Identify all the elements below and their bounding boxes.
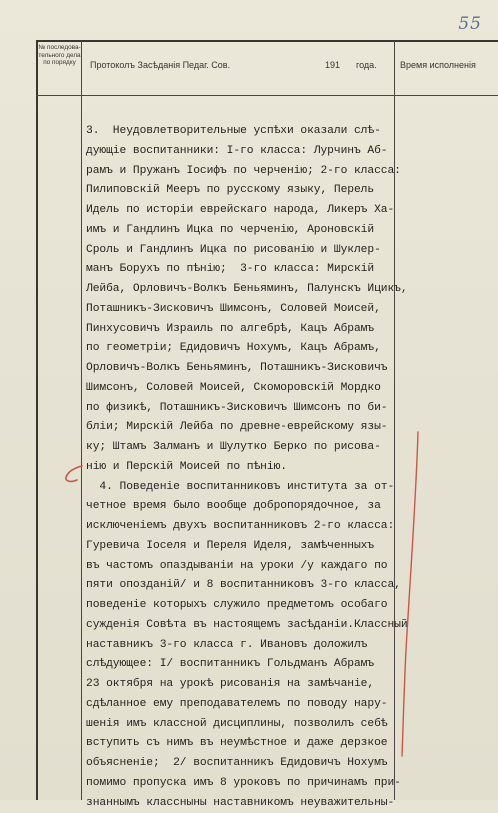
text-line: знаннымъ классныны наставникомъ неуважительны- bbox=[86, 794, 396, 813]
text-line: исключеніемъ двухъ воспитанниковъ 2-го класса: bbox=[86, 517, 396, 537]
text-line: въ частомъ опаздываніи на уроки /у каждаго по bbox=[86, 557, 396, 577]
text-line: сужденія Совѣта въ настоящемъ засѣданіи.Классный bbox=[86, 616, 396, 636]
text-line: наставникъ 3-го класса г. Ивановъ доложилъ bbox=[86, 636, 396, 656]
text-line: манъ Борухъ по пѣнію; 3-го класса: Мирскій bbox=[86, 260, 396, 280]
frame-left-rule bbox=[36, 40, 38, 800]
text-line: Идель по исторіи еврейскаго народа, Ликеръ Ха- bbox=[86, 201, 396, 221]
text-line: пяти опозданій/ и 8 воспитанниковъ 3-го класса, bbox=[86, 576, 396, 596]
text-line: четное время было вообще добропорядочное, за bbox=[86, 497, 396, 517]
page-number: 55 bbox=[458, 14, 482, 34]
text-line: дующіе воспитанники: I-го класса: Лурчинъ Аб- bbox=[86, 142, 396, 162]
text-line: Пилиповскій Мееръ по русскому языку, Перель bbox=[86, 181, 396, 201]
red-pencil-check-mark bbox=[62, 464, 86, 486]
text-line: рамъ и Пружанъ Іосифъ по черченію; 2-го класса: bbox=[86, 162, 396, 182]
header-year-prefix: 191 bbox=[325, 60, 340, 70]
text-line: 4. Поведеніе воспитанниковъ института за от- bbox=[86, 478, 396, 498]
text-line: Лейба, Орловичъ-Волкъ Беньяминъ, Палунскъ Ицикъ, bbox=[86, 280, 396, 300]
text-line: слѣдующее: I/ воспитанникъ Гольдманъ Абрамъ bbox=[86, 655, 396, 675]
header-title: Протоколъ Засѣданія Педаг. Сов. bbox=[90, 60, 230, 70]
protocol-body-text bbox=[86, 122, 396, 813]
number-column-rule bbox=[81, 41, 82, 800]
frame-top-rule bbox=[36, 40, 498, 42]
text-line: Орловичъ-Волкъ Беньяминъ, Поташникъ-Зисковичъ bbox=[86, 359, 396, 379]
text-line: по физикѣ, Поташникъ-Зисковичъ Шимсонъ по би- bbox=[86, 399, 396, 419]
text-line: имъ и Гандлинъ Ицка по черченію, Ароновскій bbox=[86, 221, 396, 241]
text-line: Гуревича Іоселя и Переля Иделя, замѣченныхъ bbox=[86, 537, 396, 557]
text-line: объясненіе; 2/ воспитанникъ Едидовичъ Нохумъ bbox=[86, 754, 396, 774]
header-year-label: года. bbox=[356, 60, 377, 70]
text-line: помимо пропуска имъ 8 уроковъ по причинамъ при- bbox=[86, 774, 396, 794]
header-number-column: № последова- тельного дела по порядку bbox=[38, 44, 81, 67]
text-line: сдѣланное ему преподавателемъ по поводу нару- bbox=[86, 695, 396, 715]
header-bottom-rule bbox=[36, 95, 498, 96]
header-execution-time: Время исполненія bbox=[400, 60, 496, 70]
text-line: 23 октября на урокѣ рисованія на замѣчаніе, bbox=[86, 675, 396, 695]
text-line: 3. Неудовлетворительные успѣхи оказали слѣ- bbox=[86, 122, 396, 142]
text-line: бліи; Мирскій Лейба по древне-еврейскому язы- bbox=[86, 418, 396, 438]
text-line: поведеніе которыхъ служило предметомъ особаго bbox=[86, 596, 396, 616]
text-line: по геометріи; Едидовичъ Нохумъ, Кацъ Абрамъ, bbox=[86, 339, 396, 359]
text-line: Сроль и Гандлинъ Ицка по рисованію и Шуклер- bbox=[86, 241, 396, 261]
text-line: вступить съ нимъ въ неумѣстное и даже дерзкое bbox=[86, 734, 396, 754]
text-line: Шимсонъ, Соловей Моисей, Скоморовскій Мордко bbox=[86, 379, 396, 399]
text-line: Пинхусовичъ Израиль по алгебрѣ, Кацъ Абрамъ bbox=[86, 320, 396, 340]
text-line: шенія имъ классной дисциплины, позволилъ себѣ bbox=[86, 715, 396, 735]
text-line: ку; Штамъ Залманъ и Шулутко Берко по рисова- bbox=[86, 438, 396, 458]
text-line: Поташникъ-Зисковичъ Шимсонъ, Соловей Моисей, bbox=[86, 300, 396, 320]
text-line: нію и Перскій Моисей по пѣнію. bbox=[86, 458, 396, 478]
red-pencil-margin-line bbox=[396, 430, 426, 760]
